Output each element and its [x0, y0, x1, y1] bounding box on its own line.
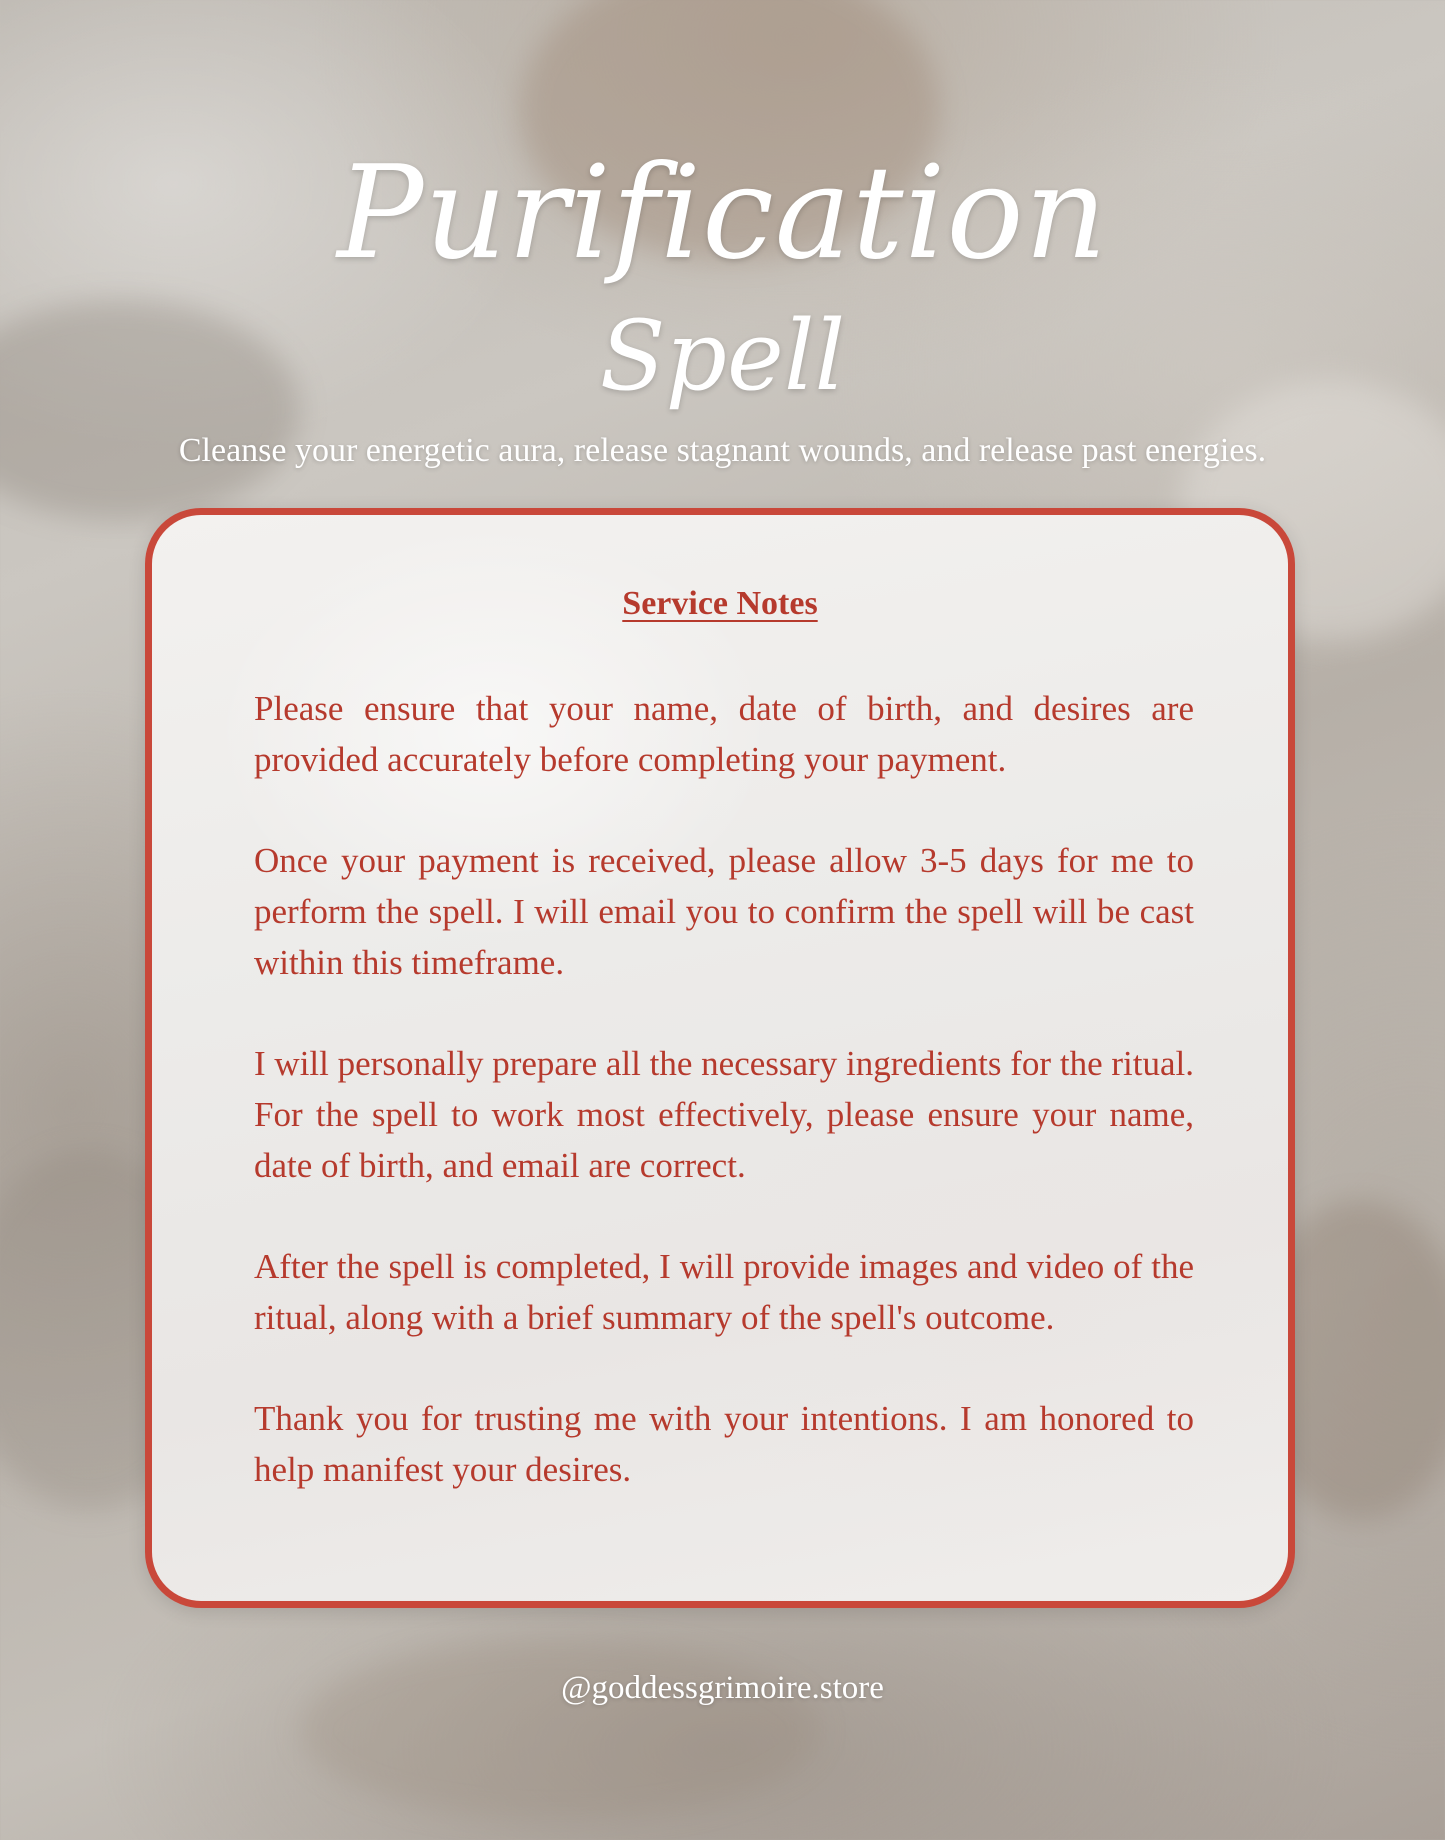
- page-subtitle: Spell: [599, 300, 846, 412]
- marble-streak: [300, 1640, 820, 1820]
- note-paragraph: Please ensure that your name, date of birth, and desires are provided accurately before completing your payment.: [254, 689, 1194, 779]
- page-title: Purification: [337, 139, 1108, 288]
- service-notes-heading: Service Notes: [622, 585, 818, 622]
- service-notes-card: [145, 508, 1295, 1608]
- service-notes-list: [254, 683, 1194, 1545]
- note-paragraph: Thank you for trusting me with your intentions. I am honored to help manifest your desires.: [254, 1399, 1194, 1489]
- note-paragraph: I will personally prepare all the necessary ingredients for the ritual. For the spell to work most effectively, please ensure your name, date of birth, and email are correct.: [254, 1044, 1194, 1185]
- tagline: Cleanse your energetic aura, release stagnant wounds, and release past energies.: [178, 432, 1267, 469]
- footer-handle: @goddessgrimoire.store: [561, 1670, 884, 1706]
- note-paragraph: After the spell is completed, I will provide images and video of the ritual, along with a brief summary of the spell's outcome.: [254, 1247, 1194, 1337]
- note-paragraph: Once your payment is received, please allow 3-5 days for me to perform the spell. I will email you to confirm the spell will be cast within this timeframe.: [254, 841, 1194, 982]
